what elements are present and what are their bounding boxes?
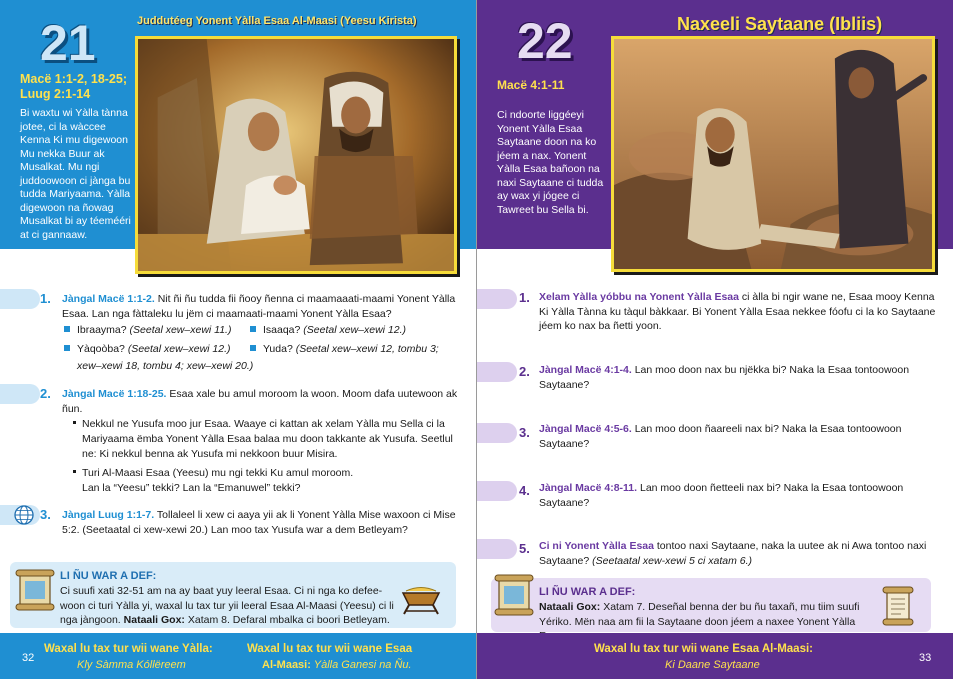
question-2 (62, 387, 467, 416)
question-1-text: Nit ñi ñu tudda fii ñooy ñenna ci maamaaati-maami Yonent Yàlla Esaa. Lan nga fàttaleku lu jëm ci maamaati-maami Yonent Yàlla Esaa? (62, 293, 456, 320)
temptation-painting (614, 39, 932, 269)
lesson-title: Naxeeli Saytaane (Ibliis) (677, 14, 883, 34)
manger-icon (400, 585, 442, 615)
note-text: Turi Al-Maasi Esaa (Yeesu) mu ngi tekki Ku amul moroom. (82, 467, 354, 479)
note-text: Lan la “Yeesu” tekki? Lan la “Emanuwel” tekki? (82, 482, 301, 494)
footer-name: Kly Sàmma Kóllëreem (77, 659, 186, 671)
lesson-number: 22 (517, 13, 573, 69)
scroll-icon (14, 567, 56, 613)
lesson-summary: Bi waxtu wi Yàlla tànna jotee, ci la wàccee Kenna Ki mu digewoon Mu nekka Buur ak Musalkat. Mu ngi juddoowoon ci jànga bu tudda Mariyaama. Yàlla digewoon na ñowag Musalkat bi ay téemééri at ci gannaaw. (20, 107, 131, 241)
question-5-line: Saytaane? (539, 554, 590, 567)
activity-line: Xatam 8. Defaral mbalka ci boori Betleyam. (187, 614, 390, 626)
question-badge (0, 289, 40, 309)
question-badge (477, 362, 517, 382)
question-1-ref: Jàngal Macë 1:1-2. (62, 293, 155, 305)
activity-title: LI ÑU WAR A DEF: (539, 586, 636, 598)
question-number: 1. (519, 290, 530, 305)
bullet-name: Yàqoòba? (77, 343, 125, 355)
bullet-ref: (Seetal xew–xewi 12.) (303, 324, 407, 336)
lesson-number: 21 (40, 15, 96, 71)
question-number: 3. (519, 425, 530, 440)
page-number: 32 (22, 652, 35, 664)
bullet-continuation: xew–xewi 18, tombu 4; xew–xewi 20.) (77, 360, 254, 372)
activity-line: nga jàngoon. (60, 614, 121, 626)
scripture-ref-2: Luug 2:1-14 (20, 87, 91, 101)
note-bullet (73, 417, 445, 432)
question-1-ref: Xelam Yàlla yóbbu na Yonent Yàlla Esaa (539, 291, 739, 303)
note-bullet (73, 466, 353, 481)
question-3-ref: Jàngal Macë 4:5-6. (539, 423, 632, 435)
question-1-line: jéem ko nax ba ñetti yoon. (539, 320, 662, 332)
question-4-line: Saytaane? (539, 496, 590, 509)
left-page (0, 0, 476, 679)
footer-name (262, 659, 412, 671)
question-number: 5. (519, 541, 530, 556)
question-number: 3. (40, 507, 51, 522)
question-badge (477, 481, 517, 501)
bullet-name: Yuda? (263, 343, 293, 355)
question-badge (0, 384, 40, 404)
question-3-line: 5:2. (Seetaatal ci xew-xewi 20.) Lan moo tax Yusufa war a dem Betleyam? (62, 523, 408, 536)
activity-line: Xatam 7. Deseñal benna der bu ñu taxañ, mu tiim suufi (603, 601, 860, 613)
bullet-ref: (Seetal xew–xewi 12, tombu 3; (295, 343, 439, 355)
question-3-line: Tollaleel li xew ci aaya yii ak li Yonent Yàlla Mise waxoon ci Mise (156, 509, 456, 521)
bullet-name: Isaaqa? (263, 324, 301, 336)
footer-name-label: Al-Maasi: (262, 659, 311, 671)
bullet-item (64, 323, 231, 338)
question-5-ref: Ci ni Yonent Yàlla Esaa (539, 540, 654, 552)
page-footer (477, 633, 953, 679)
footer-name: Ki Daane Saytaane (665, 659, 760, 671)
globe-icon (14, 505, 34, 525)
question-number: 1. (40, 291, 51, 306)
question-1-line: Ki Yàlla Tànna ku tàqul bàkkaar. Bi Yonent Yàlla Esaa nekkee fóofu ci la ko Saytaane (539, 305, 936, 318)
activity-label: Nataali Gox: (539, 601, 601, 613)
footer-prompt: Waxal lu tax tur wii wane Esaa (247, 643, 413, 655)
scripture-references (20, 72, 127, 102)
question-3-ref: Jàngal Luug 1:1-7. (62, 509, 155, 521)
activity-label: Nataali Gox: (123, 614, 185, 626)
scripture-reference: Macë 4:1-11 (497, 78, 565, 92)
question-5 (539, 539, 949, 568)
question-3-line: Saytaane? (539, 437, 590, 450)
parchment-icon (881, 585, 915, 627)
question-1 (539, 290, 949, 334)
question-badge (477, 423, 517, 443)
lesson-summary: Ci ndoorte liggéeyi Yonent Yàlla Esaa Saytaane doon na ko jéem a nax. Yonent Yàlla Esaa bañoon na naxi Saytaane ci tudda ay wax yi jógee ci Tawreet bu Sella bi. (497, 109, 604, 216)
nativity-painting (138, 39, 454, 271)
question-2 (539, 363, 949, 392)
right-page (477, 0, 953, 679)
lesson-title: Juddutéeg Yonent Yàlla Esaa Al-Maasi (Yeesu Kirista) (137, 15, 417, 27)
activity-text (60, 584, 400, 628)
activity-line: Yériko. Mën naa am fii la Saytaane doon jéem a naxee Yonent Yàlla (539, 615, 856, 628)
question-2-line: ñun. (62, 402, 83, 415)
footer-prompt: Waxal lu tax tur wii wane Yàlla: (44, 643, 213, 655)
temptation-illustration (611, 36, 935, 272)
question-5-note: (Seetaatal xew-xewi 5 ci xatam 6.) (592, 554, 753, 567)
question-badge (477, 289, 517, 309)
note-text: Nekkul ne Yusufa moo jur Esaa. Waaye ci kattan ak xelam Yàlla mu Sella ci la (82, 418, 445, 430)
question-3 (539, 422, 949, 451)
question-5-line: tontoo naxi Saytaane, naka la uutee ak ni Awa tontoo naxi (656, 540, 927, 552)
question-4 (539, 481, 949, 510)
page-number: 33 (919, 652, 932, 664)
bullet-item (250, 323, 406, 338)
question-3-line: Lan moo doon ñaareeli nax bi? Naka la Esaa tontoowoon (634, 423, 902, 435)
bullet-item (64, 342, 231, 357)
question-4-line: Lan moo doon ñetteeli nax bi? Naka la Esaa tontoowoon (639, 482, 904, 494)
activity-line: woon ci turi Yàlla yi, waxal lu tax tur yii leeral Esaa Al-Maasi (Yeesu) ci li (60, 599, 394, 612)
bullet-ref: (Seetal xew–xewi 11.) (129, 324, 232, 336)
question-2-ref: Jàngal Macë 1:18-25. (62, 388, 167, 400)
bullet-ref: (Seetal xew–xewi 12.) (127, 343, 231, 355)
activity-line: Ci suufi xati 32-51 am na ay baat yuy leeral Esaa. Ci ni nga ko defee- (60, 585, 383, 597)
bullet-name: Ibraayma? (77, 324, 127, 336)
page-footer (0, 633, 476, 679)
footer-prompt: Waxal lu tax tur wii wane Esaa Al-Maasi: (594, 643, 813, 655)
question-1 (62, 292, 462, 321)
question-1-line: ci àlla bi ngir wane ne, Esaa mooy Kenna (741, 291, 935, 303)
question-2-line: Saytaane? (539, 378, 590, 391)
question-2-ref: Jàngal Macë 4:1-4. (539, 364, 632, 376)
note-text: ne: Ki nekkul benna ak Yusufa mi nekkoon buur Misira. (82, 448, 338, 460)
question-badge (477, 539, 517, 559)
question-number: 4. (519, 483, 530, 498)
activity-title: LI ÑU WAR A DEF: (60, 570, 157, 582)
question-2-line: Lan moo doon nax bu njëkka bi? Naka la Esaa tontoowoon (634, 364, 910, 376)
scripture-ref-1: Macë 1:1-2, 18-25; (20, 72, 128, 86)
nativity-illustration (135, 36, 457, 274)
question-4-ref: Jàngal Macë 4:8-11. (539, 482, 638, 494)
footer-name-value: Yàlla Ganesi na Ñu. (313, 659, 412, 671)
note-text: Mariyaama ëmba Yonent Yàlla Esaa balaa mu doon takkante ak Yusufa. Seetlul (82, 433, 453, 445)
question-number: 2. (40, 386, 51, 401)
question-3 (62, 508, 467, 537)
scroll-icon (493, 572, 535, 618)
bullet-item (250, 342, 439, 357)
question-2-line: Esaa xale bu amul moroom la woon. Moom dafa uutewoon ak (169, 388, 458, 400)
question-number: 2. (519, 364, 530, 379)
